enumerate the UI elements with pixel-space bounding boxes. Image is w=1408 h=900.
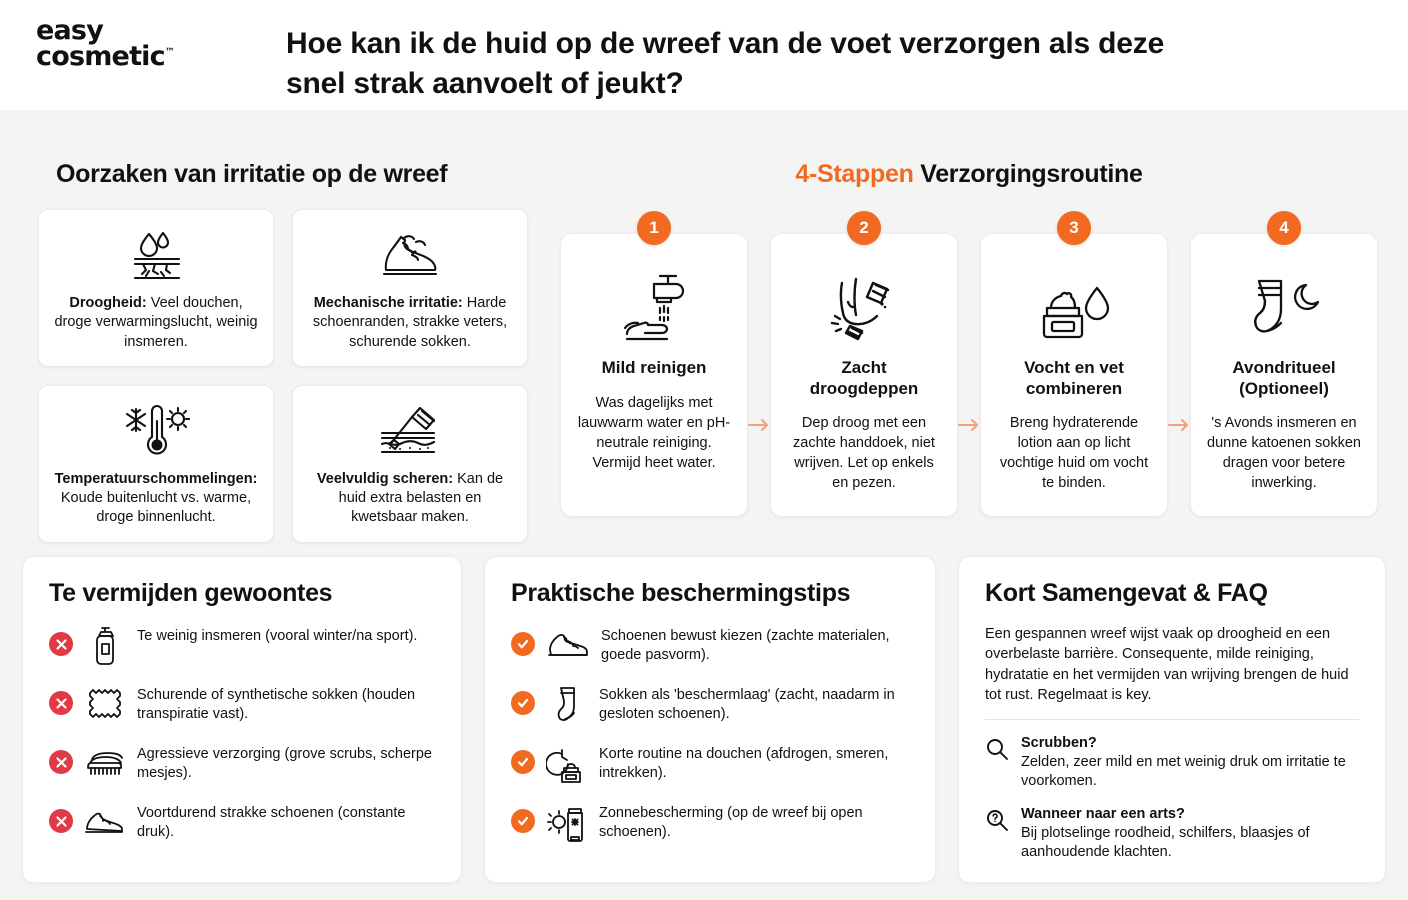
avoid-text: Voortdurend strakke schoenen (constante druk). [137,805,406,841]
list-item [49,683,435,725]
step-title: Mild reinigen [601,358,707,377]
faq-question: Wanneer naar een arts? [1021,806,1185,823]
lotion-bottle-icon [83,626,127,666]
avoid-heading: Te vermijden gewoontes [49,579,333,607]
logo-line-2-wrap [36,40,175,72]
step-card [980,233,1168,517]
causes-section [38,160,528,543]
faq-answer: Zelden, zeer mild en met weinig druk om irritatie te voorkomen. [1021,754,1346,790]
bottom-panels [22,556,1386,883]
sneaker-icon [545,626,591,666]
faq-panel [958,556,1386,883]
step-2 [770,218,958,517]
magnifier-question-icon [985,805,1011,862]
list-item [511,624,909,666]
faucet-hand-wash-icon [575,268,733,344]
list-item [49,801,435,843]
cause-label: Veelvuldig scheren: [316,470,454,487]
cause-text [51,470,261,528]
step-title: Zacht droogdeppen [809,358,919,398]
avoid-panel [22,556,462,883]
check-circle-icon [511,750,535,774]
list-item [49,624,435,666]
routine-section [560,160,1378,517]
cause-body: Veel douchen, droge verwarmingslucht, weinig insmeren. [54,295,258,350]
cause-label: Mechanische irritatie: [313,295,463,311]
x-circle-icon [49,809,73,833]
brand-logo [36,14,266,70]
avoid-text: Schurende of synthetische sokken (houden transpiratie vast). [137,687,416,723]
avoid-text: Agressieve verzorging (grove scrubs, scherpe mesjes). [137,746,432,782]
sock-moon-icon [1205,268,1363,344]
logo-line-2: cosmetic [36,40,165,72]
step-card [770,233,958,517]
scrub-brush-icon [83,744,127,784]
droplet-cracked-skin-icon [125,226,187,286]
cause-text [305,470,515,528]
tips-panel [484,556,936,883]
routine-heading-rest: Verzorgingsroutine [913,160,1143,188]
sneaker-laces-icon [374,226,446,286]
causes-heading: Oorzaken van irritatie op de wreef [56,160,448,188]
cause-label: Droogheid: [69,295,147,311]
cause-body: Koude buitenlucht vs. warme, droge binnenlucht. [60,490,252,526]
step-arrow-2-3 [958,233,980,517]
step-number-badge: 3 [1057,211,1091,245]
faq-summary: Een gespannen wreef wijst vaak op droogheid en een overbelaste barrière. Consequente, milde reiniging, hydratatie en het vermijden van wrijving brengen de huid tot rust. Regelmaat is key. [985,626,1349,703]
faq-heading: Kort Samengevat & FAQ [985,579,1268,607]
tip-text: Schoenen bewust kiezen (zachte materialen, goede pasvorm). [601,628,890,664]
routine-heading [560,160,1378,189]
list-item [49,742,435,784]
cause-body: Harde schoenranden, strakke veters, schurende sokken. [312,295,508,350]
steps-row [560,218,1378,517]
razor-skin-icon [374,402,446,462]
tip-text: Zonnebescherming (op de wreef bij open schoenen). [599,805,863,841]
faq-entry-body [1021,805,1359,862]
step-description: 's Avonds insmeren en dunne katoenen sokken dragen voor betere inwerking. [1207,415,1361,492]
step-4 [1190,218,1378,517]
check-circle-icon [511,691,535,715]
cause-text [305,294,515,352]
step-number-badge: 2 [847,211,881,245]
logo-line-1: easy [36,15,104,46]
page-header [0,0,1408,110]
step-description: Was dagelijks met lauwwarm water en pH-neutrale reiniging. Vermijd heet water. [577,394,731,471]
x-circle-icon [49,691,73,715]
cause-card-shaving [292,385,528,543]
cream-jar-droplet-icon [995,268,1153,344]
cause-body: Kan de huid extra belasten en kwetsbaar maken. [338,470,504,526]
cause-label: Temperatuurschommelingen: [54,470,258,487]
step-number-badge: 1 [637,211,671,245]
trademark-symbol: ™ [164,46,175,58]
step-arrow-1-2 [748,233,770,517]
cause-card-dryness [38,209,274,367]
step-card [1190,233,1378,517]
faq-answer: Bij plotselinge roodheid, schilfers, blaasjes of aanhoudende klachten. [1021,825,1310,861]
check-circle-icon [511,632,535,656]
list-item [511,683,909,725]
cause-text [51,294,261,352]
magnifier-icon [985,734,1011,791]
causes-grid [38,209,528,543]
cause-card-temperature [38,385,274,543]
faq-entry [985,805,1359,862]
routine-heading-accent: 4-Stappen [795,160,914,188]
divider [985,719,1359,720]
list-item [511,742,909,784]
step-title: Vocht en vet combineren [1024,358,1124,398]
step-3 [980,218,1168,517]
thermometer-snowflake-sun-icon [122,402,190,462]
logo-wordmark [36,15,175,72]
step-number-badge: 4 [1267,211,1301,245]
step-description: Dep droog met een zachte handdoek, niet wrijven. Let op enkels en pezen. [793,415,935,492]
sunscreen-tube-icon [545,803,589,843]
faq-question: Scrubben? [1021,735,1097,752]
faq-entry [985,734,1359,791]
cause-card-mechanical [292,209,528,367]
tight-shoe-icon [83,803,127,843]
foot-towel-pat-dry-icon [785,268,943,344]
step-title: Avondritueel (Optioneel) [1232,358,1336,398]
step-arrow-3-4 [1168,233,1190,517]
list-item [511,801,909,843]
tip-text: Korte routine na douchen (afdrogen, smeren, intrekken). [599,746,889,782]
avoid-text: Te weinig insmeren (vooral winter/na sport). [137,628,418,644]
tip-text: Sokken als 'beschermlaag' (zacht, naadarm in gesloten schoenen). [599,687,895,723]
x-circle-icon [49,632,73,656]
tips-heading: Praktische beschermingstips [511,579,851,607]
faq-entry-body [1021,734,1359,791]
step-description: Breng hydraterende lotion aan op licht vochtige huid om vocht te binden. [999,415,1149,492]
page-title: Hoe kan ik de huid op de wreef van de voet verzorgen als deze snel strak aanvoelt of jeukt? [286,27,1165,100]
step-1 [560,218,748,517]
step-card [560,233,748,517]
clock-cream-icon [545,744,589,784]
sock-icon [545,685,589,725]
rough-fabric-icon [83,685,127,725]
check-circle-icon [511,809,535,833]
x-circle-icon [49,750,73,774]
